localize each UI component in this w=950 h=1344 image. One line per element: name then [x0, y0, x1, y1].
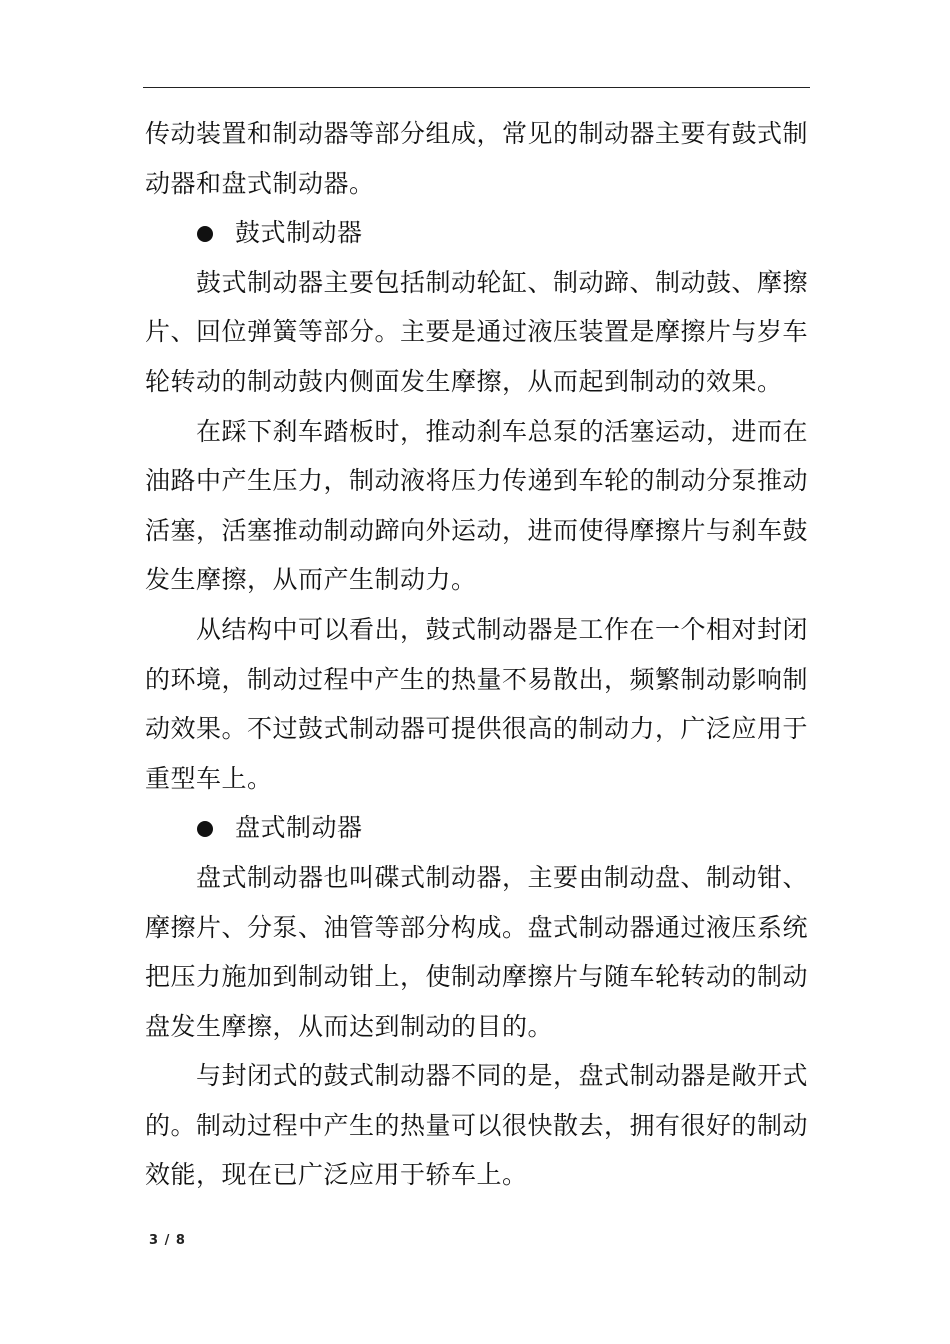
text-line: 把压力施加到制动钳上，使制动摩擦片与随车轮转动的制动	[145, 962, 809, 992]
text-line: 轮转动的制动鼓内侧面发生摩擦，从而起到制动的效果。	[145, 366, 783, 396]
text-line: 动效果。不过鼓式制动器可提供很高的制动力，广泛应用于	[145, 714, 809, 744]
text-line: 动器和盘式制动器。	[145, 168, 375, 198]
document-body	[145, 109, 810, 1200]
bullet-heading-drum-brake	[145, 208, 810, 258]
text-line: 盘式制动器也叫碟式制动器，主要由制动盘、制动钳、	[196, 862, 809, 892]
text-line: 片、回位弹簧等部分。主要是通过液压装置是摩擦片与岁车	[145, 317, 809, 347]
bullet-heading-label: 盘式制动器	[235, 813, 363, 843]
text-line: 效能，现在已广泛应用于轿车上。	[145, 1160, 528, 1190]
page-number: 3 / 8	[149, 1233, 186, 1248]
text-line: 的环境，制动过程中产生的热量不易散出，频繁制动影响制	[145, 664, 809, 694]
bullet-icon	[197, 821, 213, 837]
text-line: 从结构中可以看出，鼓式制动器是工作在一个相对封闭	[196, 614, 809, 644]
text-line: 鼓式制动器主要包括制动轮缸、制动蹄、制动鼓、摩擦	[196, 267, 809, 297]
text-line: 活塞，活塞推动制动蹄向外运动，进而使得摩擦片与刹车鼓	[145, 515, 809, 545]
header-rule	[143, 87, 810, 88]
text-line: 在踩下刹车踏板时，推动刹车总泵的活塞运动，进而在	[196, 416, 809, 446]
text-line: 传动装置和制动器等部分组成，常见的制动器主要有鼓式制	[145, 119, 809, 148]
bullet-heading-disc-brake	[145, 803, 810, 853]
text-line: 盘发生摩擦，从而达到制动的目的。	[145, 1011, 554, 1041]
bullet-icon	[197, 226, 213, 242]
text-line: 发生摩擦，从而产生制动力。	[145, 565, 477, 595]
bullet-heading-label: 鼓式制动器	[235, 218, 363, 248]
text-line: 与封闭式的鼓式制动器不同的是，盘式制动器是敞开式	[196, 1061, 809, 1091]
text-line: 摩擦片、分泵、油管等部分构成。盘式制动器通过液压系统	[145, 912, 809, 942]
text-line: 的。制动过程中产生的热量可以很快散去，拥有很好的制动	[145, 1110, 809, 1140]
text-line: 重型车上。	[145, 763, 273, 793]
text-line: 油路中产生压力，制动液将压力传递到车轮的制动分泵推动	[145, 466, 809, 496]
